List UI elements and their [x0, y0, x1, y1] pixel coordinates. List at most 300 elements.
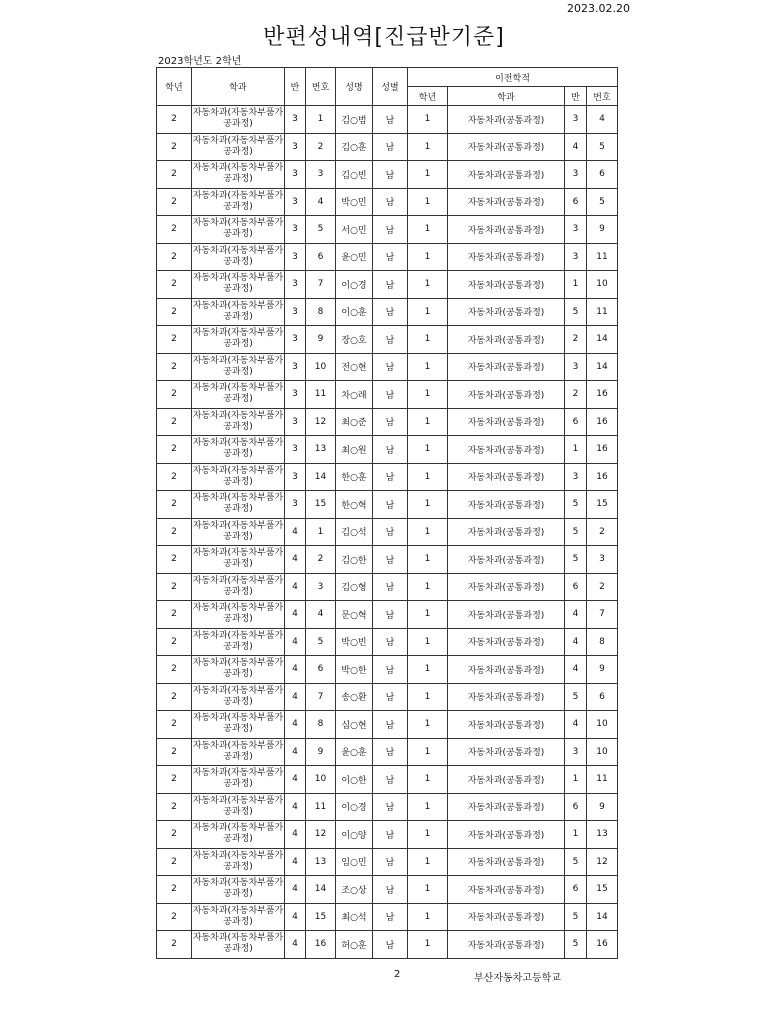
- cell-prev-number: 10: [587, 738, 618, 766]
- cell-prev-grade: 1: [408, 656, 448, 684]
- cell-class: 4: [285, 628, 306, 656]
- cell-number: 10: [306, 353, 336, 381]
- header-prev-number: 번호: [587, 87, 618, 106]
- cell-prev-dept: 자동차과(공통과정): [448, 573, 565, 601]
- cell-prev-dept: 자동차과(공통과정): [448, 463, 565, 491]
- cell-class: 4: [285, 518, 306, 546]
- cell-prev-number: 6: [587, 683, 618, 711]
- class-assignment-table: [156, 67, 618, 959]
- cell-grade: 2: [157, 353, 192, 381]
- cell-grade: 2: [157, 628, 192, 656]
- cell-gender: 남: [373, 491, 408, 519]
- cell-prev-dept: 자동차과(공통과정): [448, 848, 565, 876]
- cell-class: 4: [285, 656, 306, 684]
- cell-prev-class: 3: [565, 353, 587, 381]
- cell-prev-grade: 1: [408, 353, 448, 381]
- cell-prev-number: 14: [587, 326, 618, 354]
- cell-gender: 남: [373, 243, 408, 271]
- cell-prev-dept: 자동차과(공통과정): [448, 821, 565, 849]
- cell-name: 이○한: [336, 766, 373, 794]
- cell-name: 최○준: [336, 408, 373, 436]
- table-body: [157, 106, 618, 959]
- cell-number: 3: [306, 161, 336, 189]
- cell-prev-class: 4: [565, 601, 587, 629]
- cell-dept: 자동차과(자동차부품가공과정): [192, 188, 285, 216]
- cell-grade: 2: [157, 381, 192, 409]
- cell-dept: 자동차과(자동차부품가공과정): [192, 876, 285, 904]
- cell-gender: 남: [373, 188, 408, 216]
- cell-prev-class: 6: [565, 573, 587, 601]
- table-row: [157, 133, 618, 161]
- cell-dept: 자동차과(자동차부품가공과정): [192, 766, 285, 794]
- cell-class: 4: [285, 821, 306, 849]
- cell-grade: 2: [157, 298, 192, 326]
- cell-name: 서○민: [336, 216, 373, 244]
- cell-prev-dept: 자동차과(공통과정): [448, 271, 565, 299]
- cell-prev-number: 13: [587, 821, 618, 849]
- cell-gender: 남: [373, 381, 408, 409]
- cell-class: 3: [285, 463, 306, 491]
- cell-class: 3: [285, 243, 306, 271]
- cell-class: 4: [285, 903, 306, 931]
- cell-prev-dept: 자동차과(공통과정): [448, 408, 565, 436]
- cell-prev-grade: 1: [408, 821, 448, 849]
- table-row: [157, 903, 618, 931]
- cell-prev-class: 3: [565, 106, 587, 134]
- table-row: [157, 683, 618, 711]
- cell-prev-number: 9: [587, 656, 618, 684]
- cell-prev-dept: 자동차과(공통과정): [448, 216, 565, 244]
- cell-dept: 자동차과(자동차부품가공과정): [192, 931, 285, 959]
- cell-prev-dept: 자동차과(공통과정): [448, 711, 565, 739]
- cell-dept: 자동차과(자동차부품가공과정): [192, 601, 285, 629]
- table-row: [157, 573, 618, 601]
- cell-prev-grade: 1: [408, 463, 448, 491]
- cell-prev-grade: 1: [408, 381, 448, 409]
- cell-prev-number: 11: [587, 766, 618, 794]
- cell-prev-class: 5: [565, 848, 587, 876]
- cell-prev-number: 16: [587, 931, 618, 959]
- cell-prev-grade: 1: [408, 628, 448, 656]
- cell-gender: 남: [373, 683, 408, 711]
- cell-prev-class: 3: [565, 161, 587, 189]
- page-title: 반편성내역[진급반기준]: [263, 25, 505, 50]
- cell-name: 최○석: [336, 903, 373, 931]
- cell-gender: 남: [373, 216, 408, 244]
- cell-grade: 2: [157, 243, 192, 271]
- cell-prev-grade: 1: [408, 216, 448, 244]
- header-dept: 학과: [192, 68, 285, 106]
- cell-gender: 남: [373, 573, 408, 601]
- cell-name: 이○훈: [336, 298, 373, 326]
- cell-prev-class: 6: [565, 408, 587, 436]
- cell-number: 11: [306, 793, 336, 821]
- cell-dept: 자동차과(자동차부품가공과정): [192, 436, 285, 464]
- cell-dept: 자동차과(자동차부품가공과정): [192, 216, 285, 244]
- cell-prev-number: 10: [587, 711, 618, 739]
- cell-prev-class: 5: [565, 931, 587, 959]
- cell-name: 박○한: [336, 656, 373, 684]
- cell-prev-class: 4: [565, 656, 587, 684]
- cell-dept: 자동차과(자동차부품가공과정): [192, 463, 285, 491]
- cell-prev-grade: 1: [408, 931, 448, 959]
- cell-prev-number: 15: [587, 491, 618, 519]
- cell-dept: 자동차과(자동차부품가공과정): [192, 546, 285, 574]
- cell-gender: 남: [373, 931, 408, 959]
- cell-prev-grade: 1: [408, 161, 448, 189]
- cell-number: 9: [306, 326, 336, 354]
- cell-prev-dept: 자동차과(공통과정): [448, 161, 565, 189]
- cell-name: 김○범: [336, 106, 373, 134]
- cell-prev-class: 5: [565, 491, 587, 519]
- cell-dept: 자동차과(자동차부품가공과정): [192, 243, 285, 271]
- header-prev-grade: 학년: [408, 87, 448, 106]
- cell-number: 3: [306, 573, 336, 601]
- cell-dept: 자동차과(자동차부품가공과정): [192, 656, 285, 684]
- cell-name: 조○상: [336, 876, 373, 904]
- cell-prev-number: 11: [587, 298, 618, 326]
- cell-dept: 자동차과(자동차부품가공과정): [192, 821, 285, 849]
- cell-prev-dept: 자동차과(공통과정): [448, 738, 565, 766]
- cell-class: 3: [285, 106, 306, 134]
- cell-name: 한○훈: [336, 463, 373, 491]
- cell-number: 6: [306, 243, 336, 271]
- cell-gender: 남: [373, 408, 408, 436]
- cell-prev-class: 6: [565, 793, 587, 821]
- cell-prev-dept: 자동차과(공통과정): [448, 931, 565, 959]
- table-row: [157, 463, 618, 491]
- cell-class: 4: [285, 766, 306, 794]
- cell-grade: 2: [157, 821, 192, 849]
- cell-prev-grade: 1: [408, 436, 448, 464]
- print-date: 2023.02.20: [567, 2, 630, 15]
- table-row: [157, 243, 618, 271]
- cell-prev-dept: 자동차과(공통과정): [448, 353, 565, 381]
- cell-gender: 남: [373, 106, 408, 134]
- cell-grade: 2: [157, 848, 192, 876]
- cell-grade: 2: [157, 546, 192, 574]
- cell-gender: 남: [373, 436, 408, 464]
- cell-prev-class: 4: [565, 628, 587, 656]
- cell-class: 4: [285, 931, 306, 959]
- cell-grade: 2: [157, 766, 192, 794]
- table-row: [157, 106, 618, 134]
- cell-grade: 2: [157, 463, 192, 491]
- cell-dept: 자동차과(자동차부품가공과정): [192, 161, 285, 189]
- cell-prev-dept: 자동차과(공통과정): [448, 381, 565, 409]
- cell-number: 1: [306, 106, 336, 134]
- cell-name: 임○민: [336, 848, 373, 876]
- cell-number: 5: [306, 628, 336, 656]
- cell-prev-dept: 자동차과(공통과정): [448, 766, 565, 794]
- cell-class: 4: [285, 711, 306, 739]
- table-row: [157, 628, 618, 656]
- cell-grade: 2: [157, 601, 192, 629]
- cell-name: 김○형: [336, 573, 373, 601]
- cell-name: 전○현: [336, 353, 373, 381]
- cell-prev-dept: 자동차과(공통과정): [448, 793, 565, 821]
- cell-prev-grade: 1: [408, 491, 448, 519]
- table-row: [157, 766, 618, 794]
- cell-prev-grade: 1: [408, 518, 448, 546]
- cell-name: 김○석: [336, 518, 373, 546]
- cell-prev-grade: 1: [408, 601, 448, 629]
- cell-prev-grade: 1: [408, 546, 448, 574]
- cell-class: 3: [285, 271, 306, 299]
- cell-class: 3: [285, 298, 306, 326]
- cell-prev-class: 3: [565, 243, 587, 271]
- cell-dept: 자동차과(자동차부품가공과정): [192, 133, 285, 161]
- cell-gender: 남: [373, 326, 408, 354]
- cell-prev-number: 16: [587, 408, 618, 436]
- cell-prev-number: 16: [587, 463, 618, 491]
- cell-prev-grade: 1: [408, 876, 448, 904]
- table-row: [157, 876, 618, 904]
- cell-gender: 남: [373, 546, 408, 574]
- cell-grade: 2: [157, 711, 192, 739]
- cell-gender: 남: [373, 876, 408, 904]
- cell-number: 4: [306, 188, 336, 216]
- cell-name: 허○훈: [336, 931, 373, 959]
- cell-gender: 남: [373, 133, 408, 161]
- cell-class: 4: [285, 738, 306, 766]
- cell-prev-dept: 자동차과(공통과정): [448, 518, 565, 546]
- table-row: [157, 436, 618, 464]
- cell-class: 3: [285, 133, 306, 161]
- cell-grade: 2: [157, 133, 192, 161]
- cell-prev-number: 2: [587, 573, 618, 601]
- header-grade: 학년: [157, 68, 192, 106]
- cell-dept: 자동차과(자동차부품가공과정): [192, 381, 285, 409]
- cell-class: 3: [285, 188, 306, 216]
- cell-prev-dept: 자동차과(공통과정): [448, 436, 565, 464]
- cell-name: 장○호: [336, 326, 373, 354]
- cell-class: 4: [285, 573, 306, 601]
- cell-class: 3: [285, 161, 306, 189]
- cell-prev-class: 5: [565, 298, 587, 326]
- cell-grade: 2: [157, 931, 192, 959]
- table-row: [157, 711, 618, 739]
- cell-number: 9: [306, 738, 336, 766]
- school-name: 부산자동차고등학교: [474, 973, 561, 984]
- cell-name: 최○원: [336, 436, 373, 464]
- cell-prev-grade: 1: [408, 188, 448, 216]
- cell-prev-number: 4: [587, 106, 618, 134]
- cell-grade: 2: [157, 106, 192, 134]
- cell-class: 3: [285, 216, 306, 244]
- cell-grade: 2: [157, 573, 192, 601]
- table-row: [157, 216, 618, 244]
- cell-number: 15: [306, 491, 336, 519]
- header-previous: 이전학적: [408, 68, 618, 87]
- cell-prev-number: 9: [587, 216, 618, 244]
- cell-number: 8: [306, 711, 336, 739]
- cell-prev-dept: 자동차과(공통과정): [448, 326, 565, 354]
- cell-gender: 남: [373, 656, 408, 684]
- table-row: [157, 408, 618, 436]
- cell-prev-class: 2: [565, 326, 587, 354]
- cell-grade: 2: [157, 188, 192, 216]
- cell-prev-number: 7: [587, 601, 618, 629]
- cell-class: 3: [285, 436, 306, 464]
- cell-prev-number: 14: [587, 353, 618, 381]
- cell-prev-number: 2: [587, 518, 618, 546]
- cell-prev-class: 3: [565, 463, 587, 491]
- cell-grade: 2: [157, 518, 192, 546]
- cell-number: 11: [306, 381, 336, 409]
- cell-prev-dept: 자동차과(공통과정): [448, 903, 565, 931]
- table-row: [157, 738, 618, 766]
- cell-number: 14: [306, 876, 336, 904]
- cell-prev-number: 3: [587, 546, 618, 574]
- cell-class: 3: [285, 491, 306, 519]
- cell-dept: 자동차과(자동차부품가공과정): [192, 683, 285, 711]
- cell-gender: 남: [373, 271, 408, 299]
- cell-number: 8: [306, 298, 336, 326]
- cell-prev-grade: 1: [408, 766, 448, 794]
- cell-gender: 남: [373, 848, 408, 876]
- cell-number: 5: [306, 216, 336, 244]
- cell-prev-grade: 1: [408, 573, 448, 601]
- cell-grade: 2: [157, 491, 192, 519]
- cell-prev-class: 6: [565, 188, 587, 216]
- cell-class: 4: [285, 793, 306, 821]
- cell-prev-grade: 1: [408, 738, 448, 766]
- cell-number: 16: [306, 931, 336, 959]
- cell-class: 3: [285, 381, 306, 409]
- cell-dept: 자동차과(자동차부품가공과정): [192, 573, 285, 601]
- cell-dept: 자동차과(자동차부품가공과정): [192, 628, 285, 656]
- cell-gender: 남: [373, 793, 408, 821]
- cell-prev-number: 10: [587, 271, 618, 299]
- cell-prev-grade: 1: [408, 298, 448, 326]
- cell-prev-grade: 1: [408, 683, 448, 711]
- cell-prev-dept: 자동차과(공통과정): [448, 683, 565, 711]
- cell-name: 차○래: [336, 381, 373, 409]
- cell-grade: 2: [157, 876, 192, 904]
- cell-name: 박○민: [336, 188, 373, 216]
- cell-grade: 2: [157, 793, 192, 821]
- cell-dept: 자동차과(자동차부품가공과정): [192, 711, 285, 739]
- cell-prev-class: 1: [565, 436, 587, 464]
- cell-gender: 남: [373, 738, 408, 766]
- cell-dept: 자동차과(자동차부품가공과정): [192, 518, 285, 546]
- cell-prev-class: 2: [565, 381, 587, 409]
- cell-grade: 2: [157, 738, 192, 766]
- cell-number: 15: [306, 903, 336, 931]
- cell-grade: 2: [157, 326, 192, 354]
- cell-number: 4: [306, 601, 336, 629]
- table-row: [157, 546, 618, 574]
- cell-prev-dept: 자동차과(공통과정): [448, 106, 565, 134]
- cell-prev-class: 1: [565, 766, 587, 794]
- cell-prev-class: 5: [565, 518, 587, 546]
- cell-name: 김○한: [336, 546, 373, 574]
- cell-gender: 남: [373, 353, 408, 381]
- cell-dept: 자동차과(자동차부품가공과정): [192, 106, 285, 134]
- cell-gender: 남: [373, 766, 408, 794]
- header-prev-class: 반: [565, 87, 587, 106]
- cell-grade: 2: [157, 161, 192, 189]
- cell-class: 4: [285, 876, 306, 904]
- table-row: [157, 381, 618, 409]
- table-row: [157, 656, 618, 684]
- cell-prev-class: 4: [565, 133, 587, 161]
- table-row: [157, 821, 618, 849]
- cell-number: 10: [306, 766, 336, 794]
- cell-grade: 2: [157, 436, 192, 464]
- cell-dept: 자동차과(자동차부품가공과정): [192, 408, 285, 436]
- table-row: [157, 353, 618, 381]
- cell-class: 4: [285, 546, 306, 574]
- cell-name: 김○빈: [336, 161, 373, 189]
- cell-name: 송○환: [336, 683, 373, 711]
- cell-dept: 자동차과(자동차부품가공과정): [192, 298, 285, 326]
- cell-prev-grade: 1: [408, 903, 448, 931]
- cell-grade: 2: [157, 656, 192, 684]
- cell-prev-number: 16: [587, 381, 618, 409]
- cell-dept: 자동차과(자동차부품가공과정): [192, 271, 285, 299]
- cell-dept: 자동차과(자동차부품가공과정): [192, 793, 285, 821]
- cell-prev-grade: 1: [408, 326, 448, 354]
- cell-class: 3: [285, 353, 306, 381]
- cell-prev-number: 5: [587, 188, 618, 216]
- header-prev-dept: 학과: [448, 87, 565, 106]
- cell-number: 12: [306, 408, 336, 436]
- cell-number: 13: [306, 848, 336, 876]
- cell-prev-class: 1: [565, 271, 587, 299]
- cell-prev-class: 5: [565, 546, 587, 574]
- cell-number: 2: [306, 546, 336, 574]
- cell-prev-dept: 자동차과(공통과정): [448, 133, 565, 161]
- cell-number: 14: [306, 463, 336, 491]
- cell-prev-class: 5: [565, 903, 587, 931]
- cell-prev-grade: 1: [408, 848, 448, 876]
- cell-number: 7: [306, 271, 336, 299]
- cell-prev-grade: 1: [408, 106, 448, 134]
- cell-name: 심○현: [336, 711, 373, 739]
- cell-name: 윤○훈: [336, 738, 373, 766]
- cell-name: 이○양: [336, 821, 373, 849]
- cell-dept: 자동차과(자동차부품가공과정): [192, 353, 285, 381]
- header-name: 성명: [336, 68, 373, 106]
- cell-prev-number: 15: [587, 876, 618, 904]
- cell-name: 문○혁: [336, 601, 373, 629]
- cell-dept: 자동차과(자동차부품가공과정): [192, 738, 285, 766]
- cell-prev-class: 6: [565, 876, 587, 904]
- header-class: 반: [285, 68, 306, 106]
- cell-name: 이○경: [336, 793, 373, 821]
- cell-prev-grade: 1: [408, 271, 448, 299]
- cell-prev-dept: 자동차과(공통과정): [448, 656, 565, 684]
- cell-dept: 자동차과(자동차부품가공과정): [192, 903, 285, 931]
- cell-prev-class: 4: [565, 711, 587, 739]
- cell-number: 2: [306, 133, 336, 161]
- cell-prev-class: 3: [565, 216, 587, 244]
- cell-prev-dept: 자동차과(공통과정): [448, 188, 565, 216]
- cell-prev-class: 5: [565, 683, 587, 711]
- cell-prev-dept: 자동차과(공통과정): [448, 298, 565, 326]
- cell-prev-number: 9: [587, 793, 618, 821]
- cell-prev-grade: 1: [408, 133, 448, 161]
- cell-number: 7: [306, 683, 336, 711]
- table-row: [157, 931, 618, 959]
- cell-number: 1: [306, 518, 336, 546]
- cell-gender: 남: [373, 518, 408, 546]
- table-row: [157, 848, 618, 876]
- cell-dept: 자동차과(자동차부품가공과정): [192, 491, 285, 519]
- table-row: [157, 491, 618, 519]
